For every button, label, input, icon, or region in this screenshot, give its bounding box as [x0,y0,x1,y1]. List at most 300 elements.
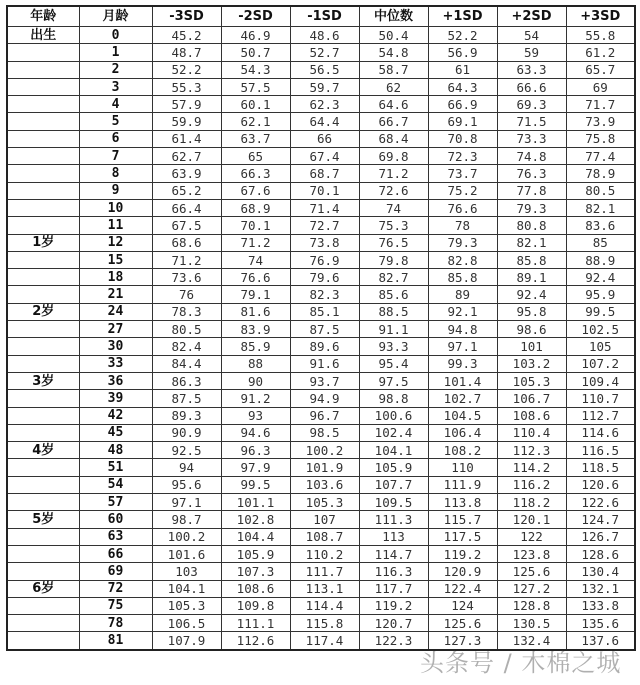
value-cell: 66.4 [152,199,221,216]
value-cell: 68.6 [152,234,221,251]
table-body [7,27,635,650]
value-cell: 61.2 [566,44,635,61]
age-cell [7,459,79,476]
watermark-text: 头条号 / 木棉之城 [420,649,622,677]
value-cell: 114.2 [497,459,566,476]
table-row [7,27,635,44]
value-cell: 95.9 [566,286,635,303]
value-cell: 113 [359,528,428,545]
value-cell: 132.1 [566,580,635,597]
value-cell: 66.9 [428,96,497,113]
month-cell: 72 [79,580,152,597]
value-cell: 117.5 [428,528,497,545]
value-cell: 63.9 [152,165,221,182]
age-cell [7,286,79,303]
value-cell: 95.6 [152,476,221,493]
value-cell: 123.8 [497,545,566,562]
age-cell [7,199,79,216]
value-cell: 114.7 [359,545,428,562]
age-cell [7,563,79,580]
table-row [7,199,635,216]
value-cell: 127.2 [497,580,566,597]
month-cell: 4 [79,96,152,113]
value-cell: 118.2 [497,494,566,511]
value-cell: 55.3 [152,78,221,95]
value-cell: 109.8 [221,597,290,614]
value-cell: 101.4 [428,372,497,389]
value-cell: 132.4 [497,632,566,650]
value-cell: 59 [497,44,566,61]
value-cell: 62.1 [221,113,290,130]
value-cell: 78.9 [566,165,635,182]
value-cell: 79.3 [428,234,497,251]
value-cell: 90.9 [152,424,221,441]
value-cell: 119.2 [428,545,497,562]
age-cell: 出生 [7,27,79,44]
month-cell: 8 [79,165,152,182]
table-row [7,321,635,338]
value-cell: 104.4 [221,528,290,545]
value-cell: 48.6 [290,27,359,44]
value-cell: 64.6 [359,96,428,113]
month-cell: 18 [79,269,152,286]
month-cell: 66 [79,545,152,562]
value-cell: 83.6 [566,217,635,234]
month-cell: 39 [79,390,152,407]
value-cell: 107.9 [152,632,221,650]
age-cell [7,476,79,493]
value-cell: 72.6 [359,182,428,199]
value-cell: 52.2 [152,61,221,78]
value-cell: 73.3 [497,130,566,147]
table-row [7,597,635,614]
age-cell [7,78,79,95]
value-cell: 87.5 [290,321,359,338]
age-cell [7,338,79,355]
table-row [7,545,635,562]
value-cell: 88 [221,355,290,372]
value-cell: 108.6 [221,580,290,597]
table-row [7,528,635,545]
table-row [7,355,635,372]
value-cell: 85.6 [359,286,428,303]
header-minus1sd: -1SD [290,6,359,27]
table-row [7,494,635,511]
age-cell [7,545,79,562]
month-cell: 63 [79,528,152,545]
age-cell [7,165,79,182]
value-cell: 99.3 [428,355,497,372]
table-row [7,269,635,286]
value-cell: 117.4 [290,632,359,650]
value-cell: 102.7 [428,390,497,407]
value-cell: 69.8 [359,148,428,165]
month-cell: 30 [79,338,152,355]
value-cell: 97.1 [152,494,221,511]
month-cell: 9 [79,182,152,199]
table-row [7,182,635,199]
value-cell: 74 [221,251,290,268]
age-cell [7,424,79,441]
value-cell: 128.8 [497,597,566,614]
value-cell: 122 [497,528,566,545]
value-cell: 64.4 [290,113,359,130]
value-cell: 93 [221,407,290,424]
value-cell: 118.5 [566,459,635,476]
value-cell: 135.6 [566,615,635,632]
value-cell: 116.5 [566,442,635,459]
header-plus2sd: +2SD [497,6,566,27]
value-cell: 105.9 [221,545,290,562]
value-cell: 100.2 [152,528,221,545]
table-row [7,407,635,424]
value-cell: 101.1 [221,494,290,511]
value-cell: 80.8 [497,217,566,234]
value-cell: 64.3 [428,78,497,95]
value-cell: 79.3 [497,199,566,216]
value-cell: 82.3 [290,286,359,303]
value-cell: 122.6 [566,494,635,511]
header-age: 年龄 [7,6,79,27]
table-row [7,511,635,528]
value-cell: 71.7 [566,96,635,113]
header-row [7,6,635,27]
value-cell: 109.4 [566,372,635,389]
value-cell: 68.7 [290,165,359,182]
table-row [7,286,635,303]
age-cell [7,407,79,424]
table-row [7,234,635,251]
table-row [7,615,635,632]
month-cell: 54 [79,476,152,493]
value-cell: 120.1 [497,511,566,528]
value-cell: 108.2 [428,442,497,459]
value-cell: 111.1 [221,615,290,632]
value-cell: 59.9 [152,113,221,130]
value-cell: 71.5 [497,113,566,130]
value-cell: 112.6 [221,632,290,650]
value-cell: 125.6 [497,563,566,580]
table-row [7,338,635,355]
value-cell: 89.6 [290,338,359,355]
value-cell: 91.2 [221,390,290,407]
month-cell: 48 [79,442,152,459]
age-cell [7,528,79,545]
value-cell: 50.7 [221,44,290,61]
value-cell: 71.2 [221,234,290,251]
value-cell: 88.9 [566,251,635,268]
value-cell: 73.9 [566,113,635,130]
value-cell: 76.6 [428,199,497,216]
value-cell: 76.6 [221,269,290,286]
value-cell: 86.3 [152,372,221,389]
value-cell: 82.4 [152,338,221,355]
value-cell: 83.9 [221,321,290,338]
value-cell: 87.5 [152,390,221,407]
value-cell: 67.6 [221,182,290,199]
age-cell: 3岁 [7,372,79,389]
value-cell: 128.6 [566,545,635,562]
value-cell: 77.4 [566,148,635,165]
table-row [7,78,635,95]
value-cell: 84.4 [152,355,221,372]
header-minus3sd: -3SD [152,6,221,27]
month-cell: 78 [79,615,152,632]
value-cell: 89.1 [497,269,566,286]
age-cell: 6岁 [7,580,79,597]
age-cell [7,61,79,78]
value-cell: 74.8 [497,148,566,165]
value-cell: 89 [428,286,497,303]
value-cell: 79.1 [221,286,290,303]
value-cell: 82.7 [359,269,428,286]
age-cell [7,44,79,61]
value-cell: 126.7 [566,528,635,545]
month-cell: 33 [79,355,152,372]
value-cell: 54 [497,27,566,44]
value-cell: 107.2 [566,355,635,372]
value-cell: 85.1 [290,303,359,320]
value-cell: 56.9 [428,44,497,61]
table-row [7,217,635,234]
value-cell: 119.2 [359,597,428,614]
month-cell: 5 [79,113,152,130]
value-cell: 108.7 [290,528,359,545]
table-row [7,459,635,476]
age-cell [7,355,79,372]
age-cell [7,615,79,632]
value-cell: 110 [428,459,497,476]
value-cell: 116.2 [497,476,566,493]
value-cell: 105.9 [359,459,428,476]
table-row [7,251,635,268]
table-row [7,130,635,147]
value-cell: 117.7 [359,580,428,597]
month-cell: 57 [79,494,152,511]
value-cell: 89.3 [152,407,221,424]
value-cell: 76.5 [359,234,428,251]
value-cell: 76 [152,286,221,303]
header-plus3sd: +3SD [566,6,635,27]
age-cell [7,494,79,511]
value-cell: 100.2 [290,442,359,459]
value-cell: 90 [221,372,290,389]
value-cell: 111.9 [428,476,497,493]
value-cell: 78.3 [152,303,221,320]
value-cell: 70.8 [428,130,497,147]
table-row [7,632,635,650]
value-cell: 116.3 [359,563,428,580]
value-cell: 115.8 [290,615,359,632]
value-cell: 105.3 [497,372,566,389]
value-cell: 91.1 [359,321,428,338]
age-cell [7,130,79,147]
month-cell: 6 [79,130,152,147]
value-cell: 102.8 [221,511,290,528]
month-cell: 42 [79,407,152,424]
month-cell: 81 [79,632,152,650]
value-cell: 67.4 [290,148,359,165]
month-cell: 1 [79,44,152,61]
value-cell: 66.6 [497,78,566,95]
value-cell: 68.4 [359,130,428,147]
value-cell: 105 [566,338,635,355]
value-cell: 79.6 [290,269,359,286]
table-row [7,61,635,78]
value-cell: 46.9 [221,27,290,44]
value-cell: 81.6 [221,303,290,320]
value-cell: 92.4 [497,286,566,303]
age-cell: 4岁 [7,442,79,459]
month-cell: 12 [79,234,152,251]
value-cell: 110.7 [566,390,635,407]
value-cell: 106.4 [428,424,497,441]
value-cell: 61 [428,61,497,78]
value-cell: 74 [359,199,428,216]
value-cell: 105.3 [290,494,359,511]
value-cell: 114.4 [290,597,359,614]
value-cell: 130.4 [566,563,635,580]
value-cell: 106.5 [152,615,221,632]
value-cell: 92.1 [428,303,497,320]
value-cell: 110.4 [497,424,566,441]
month-cell: 51 [79,459,152,476]
value-cell: 100.6 [359,407,428,424]
value-cell: 80.5 [152,321,221,338]
value-cell: 98.5 [290,424,359,441]
table-row [7,424,635,441]
value-cell: 66.3 [221,165,290,182]
value-cell: 92.4 [566,269,635,286]
value-cell: 120.7 [359,615,428,632]
value-cell: 71.2 [152,251,221,268]
value-cell: 88.5 [359,303,428,320]
value-cell: 99.5 [221,476,290,493]
value-cell: 75.8 [566,130,635,147]
value-cell: 104.1 [359,442,428,459]
value-cell: 101 [497,338,566,355]
month-cell: 2 [79,61,152,78]
value-cell: 65 [221,148,290,165]
value-cell: 82.8 [428,251,497,268]
value-cell: 122.3 [359,632,428,650]
month-cell: 3 [79,78,152,95]
value-cell: 80.5 [566,182,635,199]
value-cell: 85.9 [221,338,290,355]
value-cell: 66 [290,130,359,147]
value-cell: 110.2 [290,545,359,562]
header-month: 月龄 [79,6,152,27]
value-cell: 48.7 [152,44,221,61]
age-cell [7,632,79,650]
value-cell: 82.1 [566,199,635,216]
value-cell: 104.1 [152,580,221,597]
value-cell: 101.6 [152,545,221,562]
age-cell [7,321,79,338]
month-cell: 7 [79,148,152,165]
value-cell: 133.8 [566,597,635,614]
value-cell: 111.7 [290,563,359,580]
value-cell: 98.7 [152,511,221,528]
value-cell: 69.1 [428,113,497,130]
value-cell: 62.7 [152,148,221,165]
value-cell: 71.4 [290,199,359,216]
value-cell: 59.7 [290,78,359,95]
value-cell: 70.1 [290,182,359,199]
value-cell: 113.8 [428,494,497,511]
value-cell: 98.6 [497,321,566,338]
header-plus1sd: +1SD [428,6,497,27]
value-cell: 75.3 [359,217,428,234]
value-cell: 75.2 [428,182,497,199]
value-cell: 96.3 [221,442,290,459]
month-cell: 69 [79,563,152,580]
value-cell: 50.4 [359,27,428,44]
value-cell: 45.2 [152,27,221,44]
value-cell: 113.1 [290,580,359,597]
table-row [7,44,635,61]
value-cell: 107 [290,511,359,528]
age-cell: 5岁 [7,511,79,528]
value-cell: 112.7 [566,407,635,424]
value-cell: 97.9 [221,459,290,476]
value-cell: 111.3 [359,511,428,528]
value-cell: 56.5 [290,61,359,78]
value-cell: 102.5 [566,321,635,338]
table-row [7,96,635,113]
value-cell: 94.6 [221,424,290,441]
table-row [7,476,635,493]
value-cell: 57.5 [221,78,290,95]
value-cell: 125.6 [428,615,497,632]
value-cell: 120.6 [566,476,635,493]
value-cell: 94.9 [290,390,359,407]
value-cell: 91.6 [290,355,359,372]
value-cell: 70.1 [221,217,290,234]
age-cell [7,148,79,165]
value-cell: 96.7 [290,407,359,424]
value-cell: 76.3 [497,165,566,182]
value-cell: 115.7 [428,511,497,528]
month-cell: 36 [79,372,152,389]
value-cell: 73.8 [290,234,359,251]
value-cell: 62.3 [290,96,359,113]
table-row [7,563,635,580]
value-cell: 58.7 [359,61,428,78]
month-cell: 11 [79,217,152,234]
value-cell: 73.6 [152,269,221,286]
value-cell: 62 [359,78,428,95]
month-cell: 21 [79,286,152,303]
value-cell: 69.3 [497,96,566,113]
value-cell: 76.9 [290,251,359,268]
age-cell: 1岁 [7,234,79,251]
value-cell: 99.5 [566,303,635,320]
table-row [7,113,635,130]
value-cell: 112.3 [497,442,566,459]
value-cell: 85 [566,234,635,251]
value-cell: 109.5 [359,494,428,511]
value-cell: 82.1 [497,234,566,251]
value-cell: 124 [428,597,497,614]
growth-table-container [6,5,632,651]
value-cell: 105.3 [152,597,221,614]
value-cell: 72.7 [290,217,359,234]
value-cell: 108.6 [497,407,566,424]
value-cell: 85.8 [497,251,566,268]
age-cell [7,217,79,234]
value-cell: 107.7 [359,476,428,493]
